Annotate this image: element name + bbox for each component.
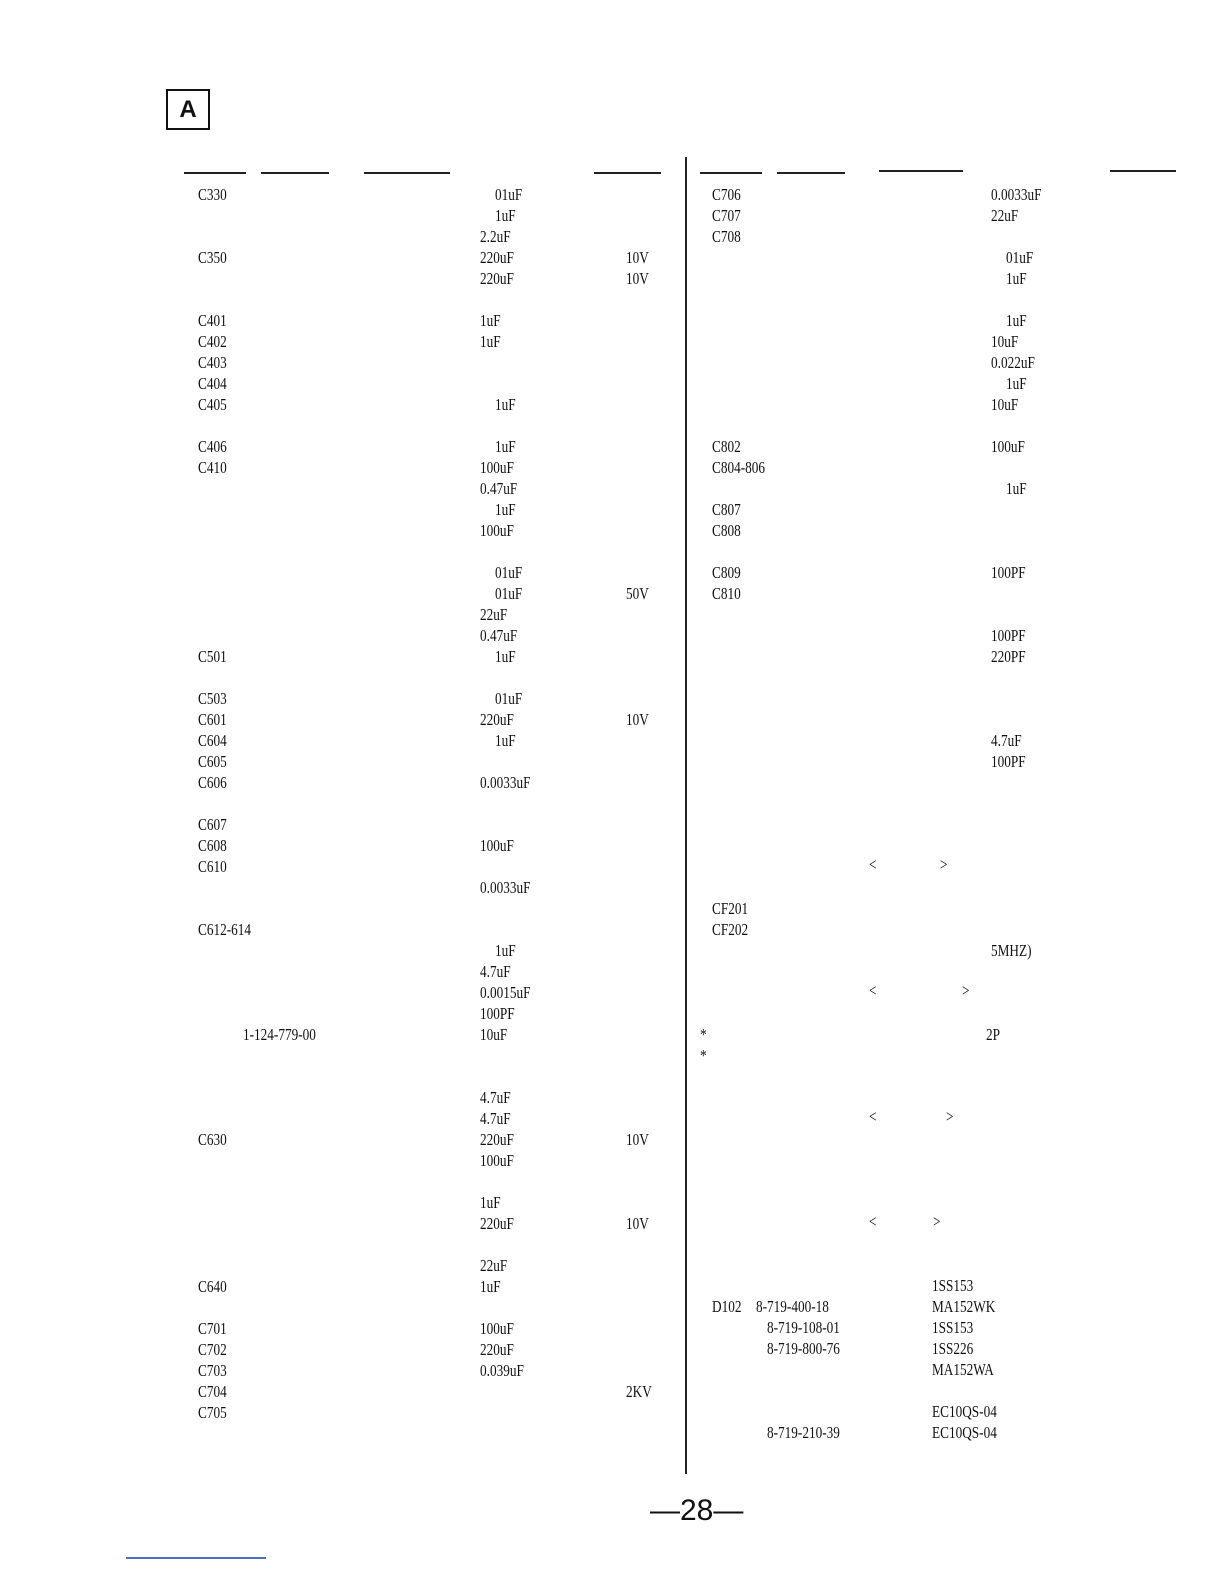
part-ref: C405 (198, 395, 227, 414)
part-ref: C330 (198, 185, 227, 204)
part-value: 4.7uF (480, 1088, 511, 1107)
part-value: 220uF (480, 269, 514, 288)
part-value: 1uF (480, 311, 501, 330)
bracket-close: > (962, 981, 970, 1000)
part-voltage: 10V (626, 248, 649, 267)
page-number: —28— (650, 1494, 744, 1527)
part-value: 1SS153 (932, 1318, 974, 1337)
part-value: MA152WA (932, 1360, 994, 1379)
part-ref: C704 (198, 1382, 227, 1401)
part-value: 1uF (1006, 479, 1027, 498)
bracket-open: < (869, 855, 877, 874)
part-value: 01uF (1006, 248, 1034, 267)
part-value: 10uF (480, 1025, 508, 1044)
part-value: 01uF (495, 689, 523, 708)
part-ref: C630 (198, 1130, 227, 1149)
part-ref: C610 (198, 857, 227, 876)
part-ref: C706 (712, 185, 741, 204)
part-value: 220uF (480, 710, 514, 729)
part-ref: C810 (712, 584, 741, 603)
part-value: 22uF (480, 1256, 508, 1275)
part-value: 1uF (495, 395, 516, 414)
part-ref: C607 (198, 815, 227, 834)
part-value: 01uF (495, 563, 523, 582)
part-value: 1uF (495, 206, 516, 225)
footer-link-line (126, 1557, 266, 1559)
part-ref: C808 (712, 521, 741, 540)
part-ref: C503 (198, 689, 227, 708)
part-ref: C401 (198, 311, 227, 330)
part-voltage: 10V (626, 1130, 649, 1149)
safety-mark: * (700, 1025, 707, 1044)
section-mark-box: A (166, 89, 210, 130)
header-rule-ref-left (184, 172, 246, 174)
part-value: 1uF (1006, 374, 1027, 393)
part-ref: D102 (712, 1297, 742, 1316)
part-value: 100uF (480, 1151, 514, 1170)
part-voltage: 2KV (626, 1382, 652, 1401)
part-value: 2.2uF (480, 227, 511, 246)
part-value: 1uF (495, 941, 516, 960)
part-value: 1uF (480, 1277, 501, 1296)
part-value: EC10QS-04 (932, 1423, 997, 1442)
part-value: 4.7uF (480, 962, 511, 981)
part-value: 1uF (495, 731, 516, 750)
part-value: 0.022uF (991, 353, 1035, 372)
column-divider (685, 157, 687, 1474)
part-ref: C701 (198, 1319, 227, 1338)
part-value: 2P (986, 1025, 1001, 1044)
part-value: 100uF (480, 521, 514, 540)
part-value: 100PF (991, 563, 1026, 582)
header-rule-ref-right (700, 172, 762, 174)
part-value: 4.7uF (991, 731, 1022, 750)
part-number: 8-719-400-18 (756, 1297, 829, 1316)
part-ref: C804-806 (712, 458, 766, 477)
part-voltage: 50V (626, 584, 649, 603)
part-value: 10uF (991, 332, 1019, 351)
part-value: 1uF (480, 1193, 501, 1212)
part-number: 1-124-779-00 (243, 1025, 316, 1044)
bracket-open: < (869, 1212, 877, 1231)
header-rule-desc-left (364, 172, 450, 174)
bracket-open: < (869, 1107, 877, 1126)
part-ref: C702 (198, 1340, 227, 1359)
part-value: 0.47uF (480, 479, 518, 498)
part-value: 220PF (991, 647, 1026, 666)
part-ref: C708 (712, 227, 741, 246)
part-value: 100PF (480, 1004, 515, 1023)
part-ref: C707 (712, 206, 741, 225)
part-ref: C608 (198, 836, 227, 855)
part-ref: C403 (198, 353, 227, 372)
part-value: 220uF (480, 1130, 514, 1149)
part-voltage: 10V (626, 269, 649, 288)
part-number: 8-719-210-39 (767, 1423, 840, 1442)
part-value: 100PF (991, 626, 1026, 645)
part-voltage: 10V (626, 1214, 649, 1233)
part-ref: C703 (198, 1361, 227, 1380)
part-value: 22uF (991, 206, 1019, 225)
part-ref: C802 (712, 437, 741, 456)
part-ref: C406 (198, 437, 227, 456)
part-value: 0.0033uF (480, 878, 531, 897)
part-number: 8-719-108-01 (767, 1318, 840, 1337)
part-value: 100uF (480, 1319, 514, 1338)
part-value: 100uF (480, 836, 514, 855)
part-ref: C606 (198, 773, 227, 792)
part-voltage: 10V (626, 710, 649, 729)
part-value: 100uF (991, 437, 1025, 456)
part-ref: C402 (198, 332, 227, 351)
part-ref: C604 (198, 731, 227, 750)
part-ref: C705 (198, 1403, 227, 1422)
part-ref: C404 (198, 374, 227, 393)
part-ref: C410 (198, 458, 227, 477)
part-value: 220uF (480, 248, 514, 267)
part-value: 1uF (495, 437, 516, 456)
bracket-close: > (933, 1212, 941, 1231)
part-value: 1SS226 (932, 1339, 974, 1358)
part-ref: CF201 (712, 899, 749, 918)
part-ref: C501 (198, 647, 227, 666)
header-rule-remark-left (594, 172, 661, 174)
part-ref: C612-614 (198, 920, 252, 939)
part-value: 22uF (480, 605, 508, 624)
header-rule-remark-right (1110, 170, 1176, 172)
part-value: 1uF (495, 500, 516, 519)
part-value: 1uF (1006, 311, 1027, 330)
part-ref: C601 (198, 710, 227, 729)
safety-mark: * (700, 1046, 707, 1065)
part-number: 8-719-800-76 (767, 1339, 840, 1358)
bracket-close: > (940, 855, 948, 874)
part-value: 0.0033uF (480, 773, 531, 792)
part-ref: CF202 (712, 920, 749, 939)
part-ref: C809 (712, 563, 741, 582)
part-value: 220uF (480, 1340, 514, 1359)
part-value: 4.7uF (480, 1109, 511, 1128)
part-value: 100PF (991, 752, 1026, 771)
header-rule-pn-left (261, 172, 329, 174)
part-value: 1uF (1006, 269, 1027, 288)
part-value: 1SS153 (932, 1276, 974, 1295)
part-value: MA152WK (932, 1297, 996, 1316)
part-ref: C807 (712, 500, 741, 519)
part-value: 0.039uF (480, 1361, 524, 1380)
bracket-close: > (946, 1107, 954, 1126)
part-value: 0.47uF (480, 626, 518, 645)
part-value: 10uF (991, 395, 1019, 414)
part-value: 1uF (480, 332, 501, 351)
part-value: 01uF (495, 584, 523, 603)
header-rule-desc-right (879, 170, 963, 172)
header-rule-pn-right (777, 172, 845, 174)
part-value: 100uF (480, 458, 514, 477)
bracket-open: < (869, 981, 877, 1000)
part-value: EC10QS-04 (932, 1402, 997, 1421)
part-ref: C640 (198, 1277, 227, 1296)
part-value: 1uF (495, 647, 516, 666)
part-value: 01uF (495, 185, 523, 204)
part-ref: C350 (198, 248, 227, 267)
part-value: 5MHZ) (991, 941, 1032, 960)
part-value: 0.0015uF (480, 983, 531, 1002)
part-value: 0.0033uF (991, 185, 1042, 204)
part-ref: C605 (198, 752, 227, 771)
part-value: 220uF (480, 1214, 514, 1233)
